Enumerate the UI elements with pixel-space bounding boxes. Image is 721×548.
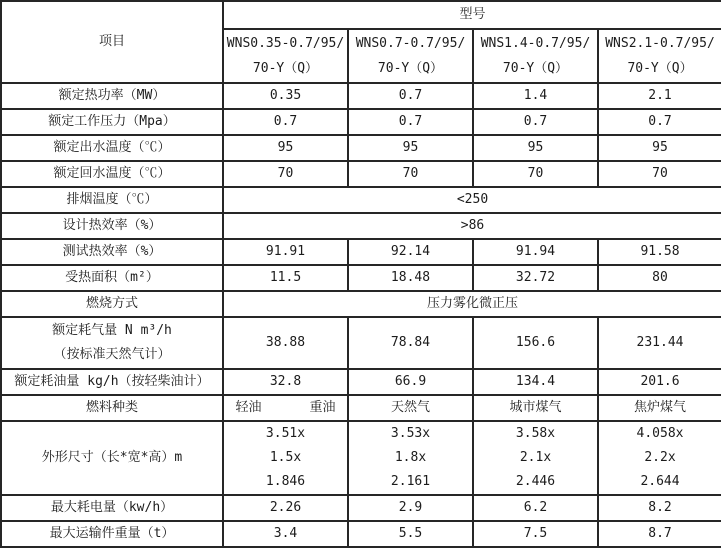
value-cell: 38.88 (223, 317, 348, 369)
row-label-line: （按标准天然气计） (53, 347, 171, 362)
row-label: 燃料种类 (1, 395, 223, 421)
fuel-cell: 焦炉煤气 (598, 395, 721, 421)
row-label: 外形尺寸（长*宽*高）m (1, 421, 223, 495)
model-name-line: 70-Y（Q） (502, 61, 569, 76)
table-row (1, 421, 721, 495)
table-row (1, 521, 721, 547)
value-cell: 0.7 (348, 83, 473, 109)
model-name-line: WNS0.35-0.7/95/ (226, 36, 345, 51)
value-cell: 0.7 (223, 109, 348, 135)
model-name-line: 70-Y（Q） (377, 61, 444, 76)
row-label: 排烟温度（℃） (1, 187, 223, 213)
table-row (1, 83, 721, 109)
value-cell: 201.6 (598, 369, 721, 395)
dim-line: 2.446 (515, 474, 556, 489)
value-cell: 32.8 (223, 369, 348, 395)
value-cell: 1.4 (473, 83, 598, 109)
table-row (1, 213, 721, 239)
row-label: 额定出水温度（℃） (1, 135, 223, 161)
value-cell: 70 (223, 161, 348, 187)
row-label: 额定回水温度（℃） (1, 161, 223, 187)
dim-line: 4.058x (636, 426, 684, 441)
value-cell: 6.2 (473, 495, 598, 521)
model-name-line: 70-Y（Q） (252, 61, 319, 76)
model-header-4 (598, 29, 721, 83)
value-cell: 95 (348, 135, 473, 161)
row-label: 额定工作压力（Mpa） (1, 109, 223, 135)
value-cell: 18.48 (348, 265, 473, 291)
table-row (1, 161, 721, 187)
dim-line: 2.2x (644, 450, 676, 465)
model-name-line: WNS0.7-0.7/95/ (355, 36, 466, 51)
table-row (1, 109, 721, 135)
model-header-2 (348, 29, 473, 83)
fuel-cell: 城市煤气 (473, 395, 598, 421)
table-row (1, 495, 721, 521)
model-header-1 (223, 29, 348, 83)
value-cell: 80 (598, 265, 721, 291)
dim-line: 2.1x (519, 450, 552, 465)
value-cell: 91.94 (473, 239, 598, 265)
value-cell: 3.4 (223, 521, 348, 547)
span-value-cell: <250 (223, 187, 721, 213)
table-row (1, 317, 721, 369)
value-cell: 70 (348, 161, 473, 187)
value-cell: 0.7 (348, 109, 473, 135)
row-label: 额定耗油量 kg/h（按轻柴油计） (1, 369, 223, 395)
value-cell: 8.2 (598, 495, 721, 521)
row-label: 最大耗电量（kw/h） (1, 495, 223, 521)
dim-line: 1.846 (265, 474, 306, 489)
fuel-type: 重油 (309, 399, 336, 415)
value-cell: 7.5 (473, 521, 598, 547)
value-cell: 95 (598, 135, 721, 161)
value-cell: 78.84 (348, 317, 473, 369)
value-cell: 66.9 (348, 369, 473, 395)
row-label: 最大运输件重量（t） (1, 521, 223, 547)
row-label (1, 317, 223, 369)
value-cell: 92.14 (348, 239, 473, 265)
value-cell: 0.7 (598, 109, 721, 135)
model-name-line: 70-Y（Q） (627, 61, 693, 76)
value-cell: 2.9 (348, 495, 473, 521)
value-cell: 231.44 (598, 317, 721, 369)
table-row (1, 239, 721, 265)
value-cell: 0.7 (473, 109, 598, 135)
dim-line: 2.644 (640, 474, 680, 489)
dim-line: 3.53x (390, 426, 431, 441)
fuel-type: 轻油 (235, 399, 262, 415)
value-cell: 5.5 (348, 521, 473, 547)
corner-header-item: 项目 (1, 1, 223, 83)
dimensions-cell (223, 421, 348, 495)
value-cell: 70 (473, 161, 598, 187)
fuel-cell: 天然气 (348, 395, 473, 421)
value-cell: 95 (473, 135, 598, 161)
table-row (1, 265, 721, 291)
value-cell: 8.7 (598, 521, 721, 547)
table-row (1, 135, 721, 161)
span-value-cell: 压力雾化微正压 (223, 291, 721, 317)
dim-line: 1.5x (269, 450, 302, 465)
model-header-3 (473, 29, 598, 83)
table-row (1, 187, 721, 213)
dimensions-cell (473, 421, 598, 495)
dim-line: 3.51x (265, 426, 306, 441)
value-cell: 91.58 (598, 239, 721, 265)
row-label: 受热面积（m²） (1, 265, 223, 291)
dimensions-cell (598, 421, 721, 495)
row-label: 测试热效率（%） (1, 239, 223, 265)
row-label: 设计热效率（%） (1, 213, 223, 239)
table-row (1, 395, 721, 421)
table-row (1, 291, 721, 317)
row-label: 燃烧方式 (1, 291, 223, 317)
value-cell: 134.4 (473, 369, 598, 395)
model-name-line: WNS1.4-0.7/95/ (480, 36, 591, 51)
dim-line: 2.161 (390, 474, 431, 489)
table-row (1, 369, 721, 395)
value-cell: 156.6 (473, 317, 598, 369)
fuel-cell (223, 395, 348, 421)
model-group-header: 型号 (223, 1, 721, 29)
value-cell: 91.91 (223, 239, 348, 265)
value-cell: 70 (598, 161, 721, 187)
value-cell: 2.1 (598, 83, 721, 109)
value-cell: 95 (223, 135, 348, 161)
value-cell: 0.35 (223, 83, 348, 109)
dimensions-cell (348, 421, 473, 495)
row-label: 额定热功率（MW） (1, 83, 223, 109)
span-value-cell: >86 (223, 213, 721, 239)
row-label-line: 额定耗气量 N m³/h (52, 323, 172, 338)
model-name-line: WNS2.1-0.7/95/ (605, 36, 715, 51)
value-cell: 2.26 (223, 495, 348, 521)
value-cell: 11.5 (223, 265, 348, 291)
value-cell: 32.72 (473, 265, 598, 291)
dim-line: 1.8x (394, 450, 427, 465)
dim-line: 3.58x (515, 426, 556, 441)
